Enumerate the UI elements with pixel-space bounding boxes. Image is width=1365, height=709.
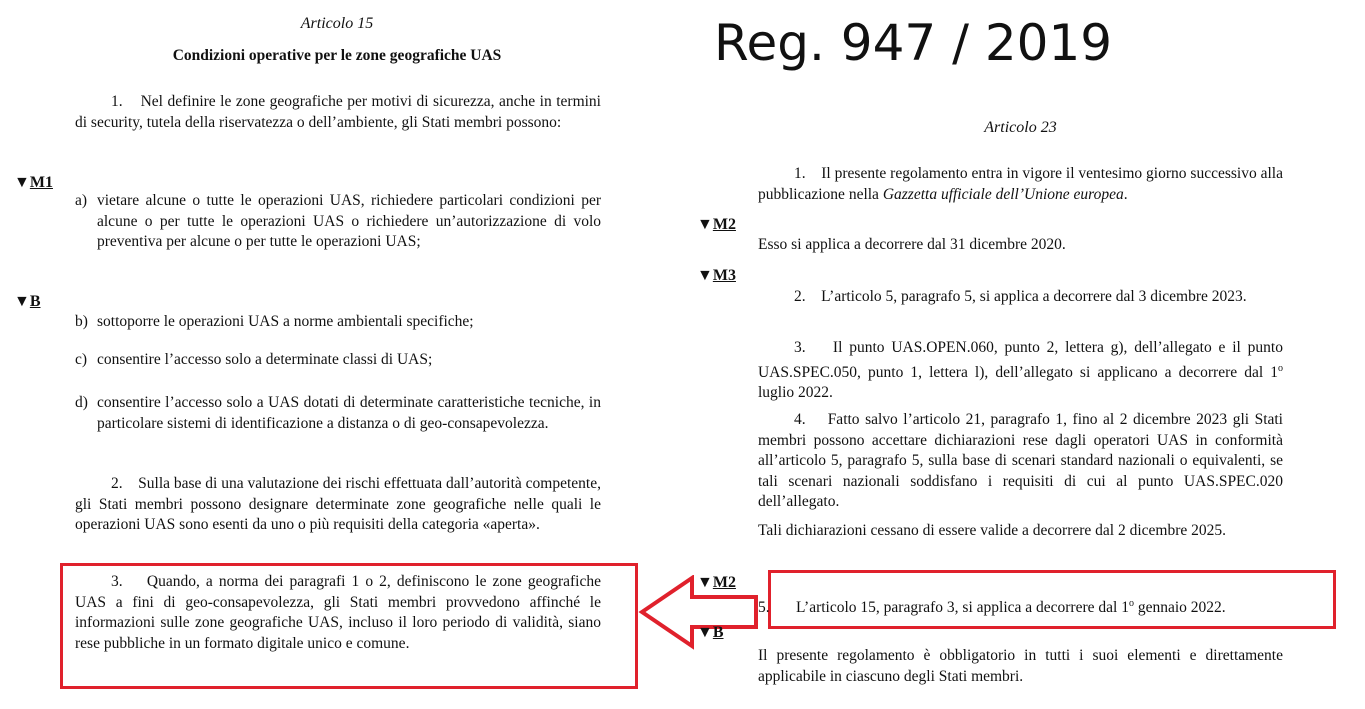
article-23-paragraph-3: 3. Il punto UAS.OPEN.060, punto 2, lettera g), dell’allegato e il punto UAS.SPEC.050, punto 1, lettera l), dell’allegato si applicano a decorrere dal 1$^o$ luglio 2022.	[758, 339, 1283, 402]
article-23-paragraph-4-cont: Tali dichiarazioni cessano di essere valide a decorrere dal 2 dicembre 2025.	[758, 522, 1227, 539]
article-15-paragraph-2: 2. Sulla base di una valutazione dei rischi effettuata dall’autorità competente, gli Stati membri possono designare determinate zone geografiche nelle quali le operazioni UAS sono esenti da uno o più requisiti della categoria «aperta».	[75, 475, 601, 533]
amendment-marker-m1: ▼M1	[14, 174, 53, 191]
triangle-down-icon: ▼	[697, 216, 713, 233]
article-23-heading: Articolo 23	[984, 119, 1057, 136]
amendment-marker-m2-second: ▼M2	[697, 574, 736, 591]
list-item-text: consentire l’accesso solo a UAS dotati di determinate caratteristiche tecniche, in particolare sistemi di identificazione a distanza o di geo-consapevolezza.	[97, 394, 601, 432]
triangle-down-icon: ▼	[697, 624, 713, 641]
list-item-d	[75, 393, 601, 434]
amendment-marker-m2: ▼M2	[697, 216, 736, 233]
list-item-text: sottoporre le operazioni UAS a norme ambientali specifiche;	[97, 313, 474, 330]
amendment-marker-b-right: ▼B	[697, 624, 724, 641]
list-item-a	[75, 191, 601, 253]
article-15-title: Condizioni operative per le zone geografiche UAS	[172, 47, 502, 64]
triangle-down-icon: ▼	[14, 174, 30, 191]
amendment-marker-m3: ▼M3	[697, 267, 736, 284]
article-23-applies-date: Esso si applica a decorrere dal 31 dicembre 2020.	[758, 236, 1066, 253]
article-23-paragraph-5: 5. L’articolo 15, paragrafo 3, si applica a decorrere dal 1$^o$ gennaio 2022.	[758, 598, 1226, 617]
amendment-marker-b: ▼B	[14, 293, 41, 310]
article-15-paragraph-3: 3. Quando, a norma dei paragrafi 1 o 2, definiscono le zone geografiche UAS a fini di geo-consapevolezza, gli Stati membri provvedono affinché le informazioni sulle zone geografiche UAS, incluso il loro periodo di validità, siano rese pubbliche in un formato digitale unico e comune.	[75, 573, 601, 652]
list-item-c	[75, 350, 601, 371]
list-item-text: consentire l’accesso solo a determinate classi di UAS;	[97, 351, 433, 368]
list-item-label: d)	[75, 394, 88, 411]
list-item-label: a)	[75, 192, 88, 209]
document-big-title: Reg. 947 / 2019	[714, 14, 1113, 72]
list-item-text: vietare alcune o tutte le operazioni UAS, richiedere particolari condizioni per alcune o per tutte le operazioni UAS o richiedere un’autorizzazione di volo preventiva per alcune o per tutte le operazioni UAS;	[97, 192, 601, 250]
article-15-heading: Articolo 15	[300, 15, 374, 32]
article-15-paragraph-1: 1. Nel definire le zone geografiche per motivi di sicurezza, anche in termini di security, tutela della riservatezza o dell’ambiente, gli Stati membri possono:	[75, 93, 601, 131]
article-23-final-paragraph: Il presente regolamento è obbligatorio in tutti i suoi elementi e direttamente applicabile in ciascuno degli Stati membri.	[758, 647, 1283, 685]
triangle-down-icon: ▼	[697, 267, 713, 284]
list-item-label: b)	[75, 313, 88, 330]
list-item-b	[75, 312, 601, 333]
triangle-down-icon: ▼	[14, 293, 30, 310]
article-23-paragraph-1: 1. Il presente regolamento entra in vigore il ventesimo giorno successivo alla pubblicazione nella Gazzetta ufficiale dell’Unione europea.	[758, 165, 1283, 203]
article-23-paragraph-2: 2. L’articolo 5, paragrafo 5, si applica a decorrere dal 3 dicembre 2023.	[794, 288, 1247, 305]
article-23-paragraph-4: 4. Fatto salvo l’articolo 21, paragrafo 1, fino al 2 dicembre 2023 gli Stati membri possono accettare dichiarazioni rese dagli operatori UAS in conformità all’articolo 5, paragrafo 5, sulla base di scenari standard nazionali o equivalenti, se tali scenari nazionali soddisfano i requisiti di cui al punto UAS.SPEC.020 dell’allegato.	[758, 411, 1283, 510]
triangle-down-icon: ▼	[697, 574, 713, 591]
list-item-label: c)	[75, 351, 88, 368]
